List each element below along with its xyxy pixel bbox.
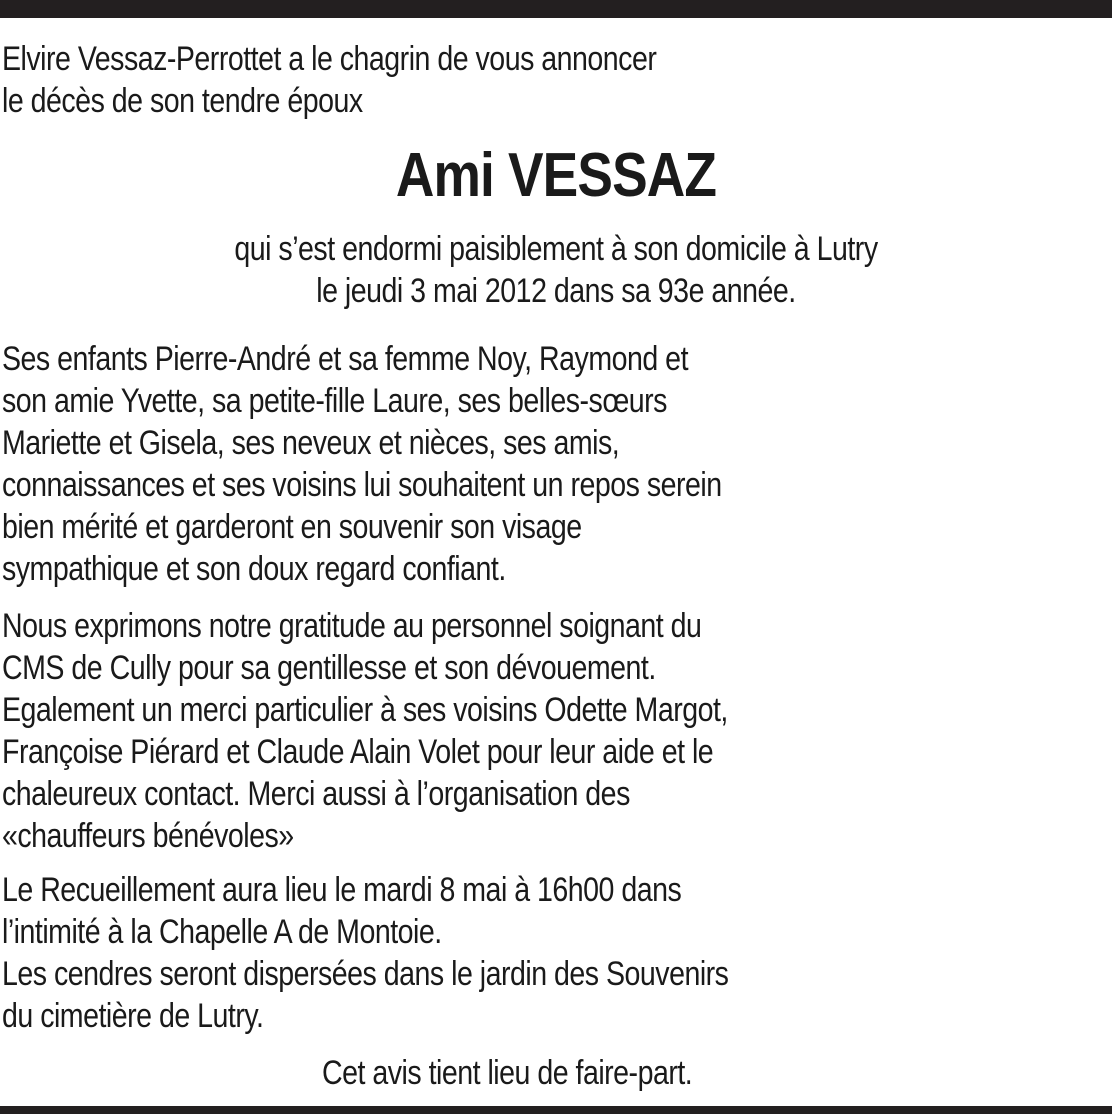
intro-line-2: le décès de son tendre époux [2,82,363,120]
ceremony-line-3: Les cendres seront dispersées dans le jardin des Souvenirs [2,955,729,993]
footer-notice: Cet avis tient lieu de faire-part. [322,1054,693,1092]
ceremony-line-4: du cimetière de Lutry. [2,997,264,1035]
gratitude-line-6: «chauffeurs bénévoles» [2,817,294,855]
family-line-6: sympathique et son doux regard confiant. [2,550,506,588]
ceremony-line-1: Le Recueillement aura lieu le mardi 8 mai à 16h00 dans [2,871,682,909]
deceased-name: Ami VESSAZ [395,141,717,210]
family-line-4: connaissances et ses voisins lui souhaitent un repos serein [2,466,722,504]
gratitude-line-3: Egalement un merci particulier à ses voisins Odette Margot, [2,691,728,729]
intro-line-1: Elvire Vessaz-Perrottet a le chagrin de vous annoncer [2,40,657,78]
family-line-1: Ses enfants Pierre-André et sa femme Noy, Raymond et [2,340,689,378]
gratitude-line-1: Nous exprimons notre gratitude au personnel soignant du [2,607,702,645]
gratitude-line-2: CMS de Cully pour sa gentillesse et son dévouement. [2,649,656,687]
family-line-5: bien mérité et garderont en souvenir son visage [2,508,582,546]
death-line-2: le jeudi 3 mai 2012 dans sa 93e année. [316,272,796,310]
family-line-2: son amie Yvette, sa petite-fille Laure, ses belles-sœurs [2,382,667,420]
death-line-1: qui s’est endormi paisiblement à son domicile à Lutry [234,230,878,268]
top-border-rule [0,0,1112,18]
gratitude-line-4: Françoise Piérard et Claude Alain Volet pour leur aide et le [2,733,714,771]
gratitude-line-5: chaleureux contact. Merci aussi à l’organisation des [2,775,630,813]
ceremony-line-2: l’intimité à la Chapelle A de Montoie. [2,913,442,951]
bottom-border-rule [0,1106,1112,1114]
family-line-3: Mariette et Gisela, ses neveux et nièces, ses amis, [2,424,620,462]
